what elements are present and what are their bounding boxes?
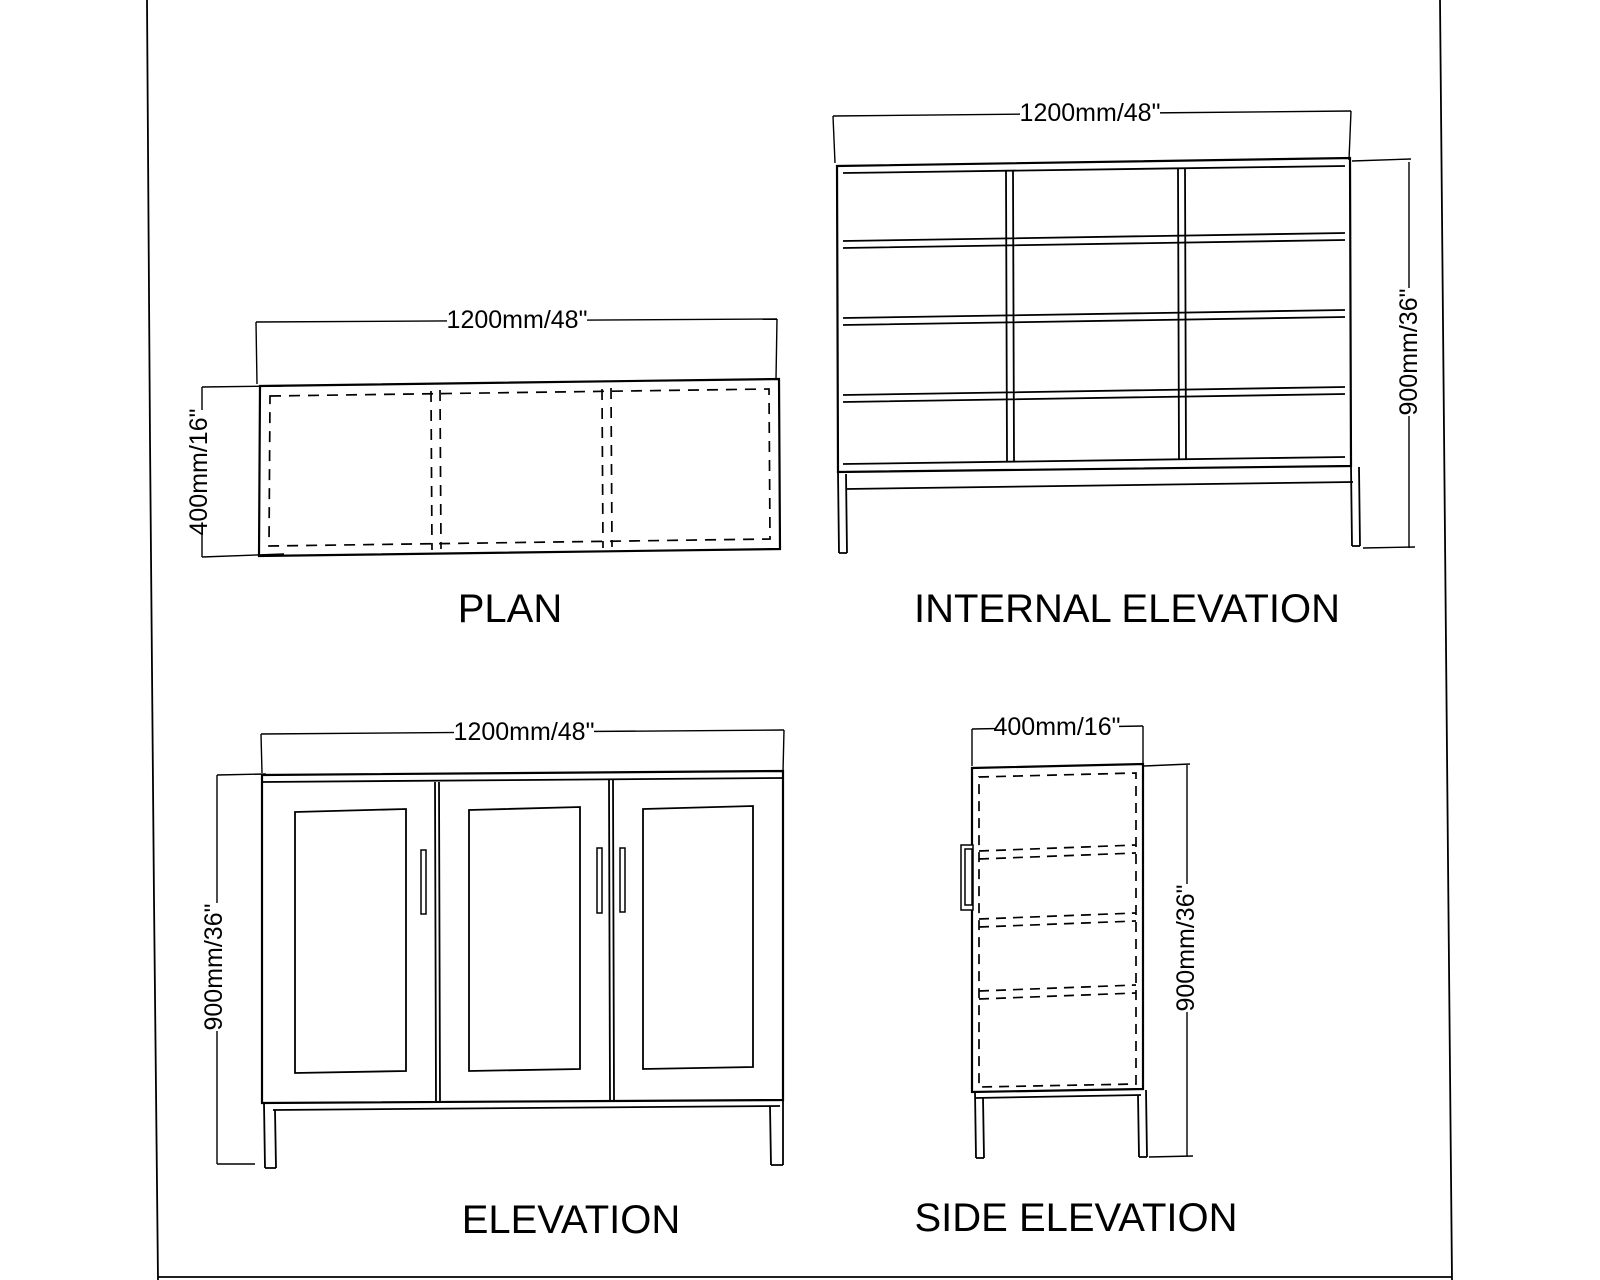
elevation-width-dimension [261,718,784,773]
elevation-door-divider-2 [609,780,614,1101]
internal-elevation-title: INTERNAL ELEVATION [913,587,1341,631]
side-elevation-title: SIDE ELEVATION [914,1196,1238,1240]
elevation-view [200,718,784,1242]
side-left-leg [975,1092,984,1158]
elevation-outline [262,771,783,1103]
elevation-base-rail [273,1106,780,1110]
side-shelf-dashed-2 [979,913,1136,927]
internal-top-rail-inner [843,166,1345,173]
internal-height-dim-label: 900mm/36" [1395,288,1423,416]
internal-base-rail [846,482,1353,489]
internal-bottom-rail-inner [843,457,1345,464]
elevation-width-dim-label: 1200mm/48" [453,718,595,746]
plan-view [185,306,780,631]
side-outline [972,764,1143,1092]
elevation-door1-handle [421,850,426,914]
page-border-right [1440,0,1452,1280]
elevation-door-divider-1 [435,782,440,1102]
side-width-dim-label: 400mm/16" [993,713,1121,741]
plan-width-dim-label: 1200mm/48" [446,306,588,334]
internal-right-leg [1351,466,1360,546]
side-height-dimension [1144,764,1200,1157]
page-border-left [147,0,158,1280]
internal-width-dim-label: 1200mm/48" [1019,99,1161,127]
internal-outline [837,158,1351,472]
elevation-door-panel-3 [643,806,753,1069]
internal-height-dimension [1352,159,1423,548]
elevation-door-panel-2 [469,807,580,1071]
plan-inner-dashed-outline [269,389,770,546]
page-border [147,0,1452,1280]
side-elevation-view [914,713,1237,1240]
side-right-leg [1138,1090,1147,1157]
plan-divider-1 [431,390,441,550]
side-width-dimension [972,713,1143,766]
elevation-door3-handle [620,848,625,912]
side-door-handle-inner [965,849,972,905]
internal-left-leg [838,472,847,553]
elevation-height-dim-label: 900mm/36" [200,903,228,1031]
internal-shelf-3 [843,387,1345,402]
plan-title: PLAN [457,587,563,631]
plan-width-dimension [256,306,777,384]
side-height-dim-label: 900mm/36" [1172,884,1200,1012]
plan-outline [259,379,780,556]
internal-shelf-2 [843,310,1345,325]
elevation-door2-handle [597,848,602,913]
side-shelf-dashed-3 [979,985,1136,999]
internal-width-dimension [833,99,1351,163]
internal-divider-2 [1178,168,1186,460]
elevation-height-dimension [200,774,266,1164]
plan-divider-2 [602,388,612,548]
side-inner-dashed-outline [979,773,1136,1087]
elevation-right-leg [770,1100,783,1165]
internal-shelf-1 [843,233,1345,248]
internal-elevation-view [833,99,1423,631]
side-shelf-dashed-1 [979,845,1136,859]
plan-depth-dim-label: 400mm/16" [185,408,213,536]
elevation-top-rail-inner [262,778,783,782]
elevation-title: ELEVATION [461,1198,681,1242]
elevation-left-leg [264,1103,276,1168]
elevation-door-panel-1 [295,809,406,1073]
side-base-rail [975,1095,1141,1098]
